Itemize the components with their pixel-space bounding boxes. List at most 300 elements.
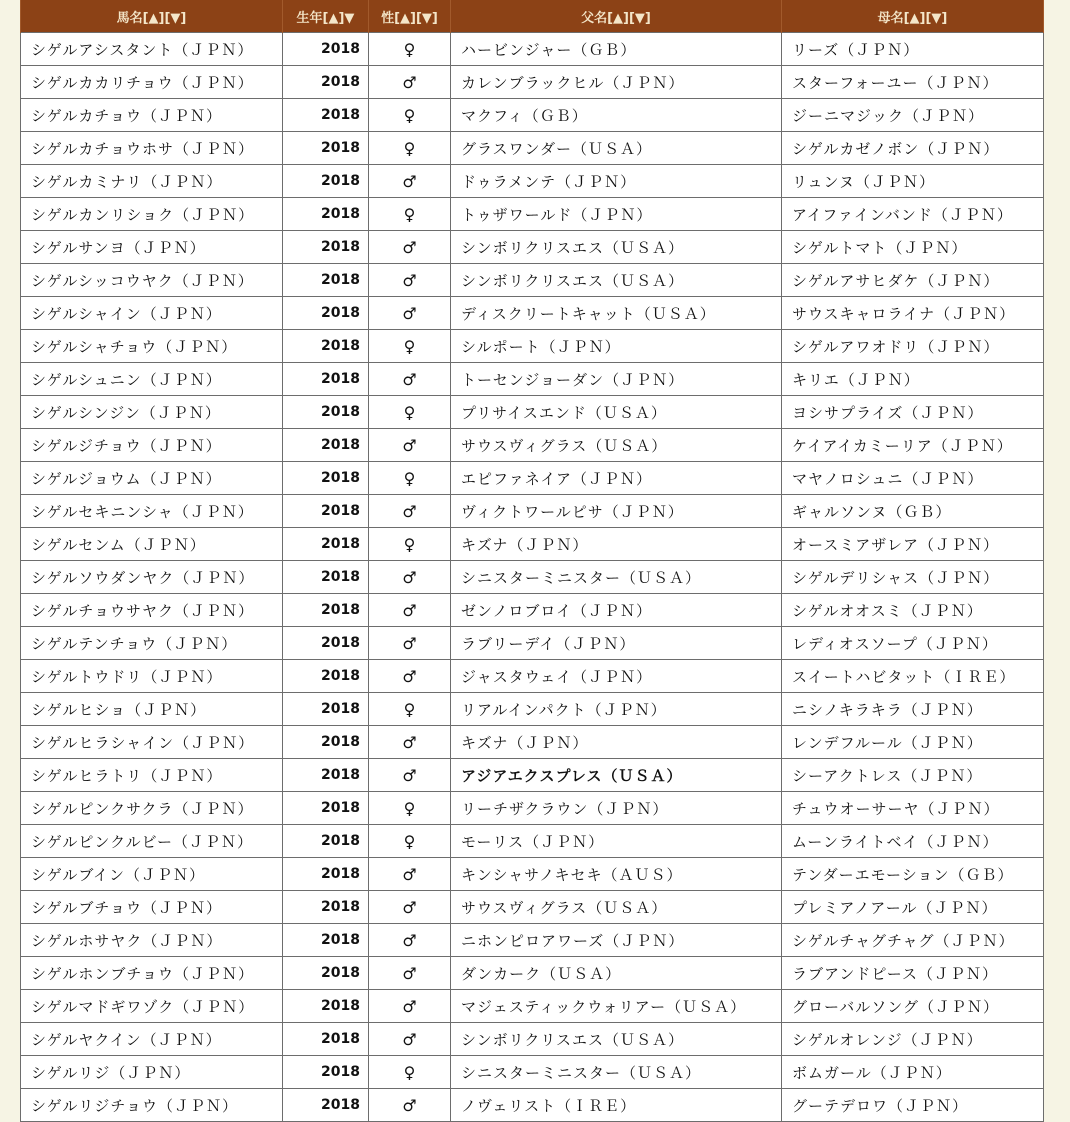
sire-name-cell[interactable]: [451, 924, 782, 957]
birth-year-cell: 2018: [283, 957, 369, 990]
table-row: [21, 330, 1044, 363]
dam-name-link[interactable]: マヤノロシュニ（ＪＰＮ）: [792, 469, 984, 488]
horse-name-cell[interactable]: [21, 858, 283, 891]
birth-year-cell: 2018: [283, 132, 369, 165]
table-row: [21, 231, 1044, 264]
horse-name-cell[interactable]: [21, 561, 283, 594]
sex-cell: ♂: [369, 594, 451, 627]
sire-name-cell[interactable]: [451, 66, 782, 99]
dam-name-cell[interactable]: [782, 891, 1044, 924]
dam-name-link[interactable]: スイートハビタット（ＩＲＥ）: [792, 667, 1016, 686]
table-row: [21, 1089, 1044, 1122]
sex-cell: ♀: [369, 693, 451, 726]
horse-name-link[interactable]: シゲルヒショ（ＪＰＮ）: [31, 700, 207, 719]
dam-name-cell[interactable]: [782, 627, 1044, 660]
sire-name-link[interactable]: キズナ（ＪＰＮ）: [461, 733, 589, 752]
horse-name-cell[interactable]: [21, 165, 283, 198]
dam-name-link[interactable]: シゲルチャグチャグ（ＪＰＮ）: [792, 931, 1015, 950]
horse-name-cell[interactable]: [21, 990, 283, 1023]
horse-name-link[interactable]: シゲルチョウサヤク（ＪＰＮ）: [31, 601, 254, 620]
sex-cell: ♂: [369, 924, 451, 957]
dam-name-cell[interactable]: [782, 429, 1044, 462]
sire-name-link[interactable]: サウスヴィグラス（ＵＳＡ）: [461, 898, 668, 917]
dam-name-cell[interactable]: [782, 693, 1044, 726]
sire-name-cell[interactable]: [451, 429, 782, 462]
birth-year-cell: 2018: [283, 1056, 369, 1089]
sire-name-link[interactable]: マジェスティックウォリアー（ＵＳＡ）: [461, 997, 747, 1016]
birth-year-cell: 2018: [283, 99, 369, 132]
sire-name-cell[interactable]: [451, 726, 782, 759]
sire-name-link[interactable]: シンボリクリスエス（ＵＳＡ）: [461, 271, 685, 290]
table-row: [21, 528, 1044, 561]
horse-name-link[interactable]: シゲルシャチョウ（ＪＰＮ）: [31, 337, 238, 356]
horse-name-cell[interactable]: [21, 495, 283, 528]
dam-name-link[interactable]: サウスキャロライナ（ＪＰＮ）: [792, 304, 1016, 323]
dam-name-link[interactable]: ギャルソンヌ（ＧＢ）: [792, 502, 952, 521]
horse-name-link[interactable]: シゲルシュニン（ＪＰＮ）: [31, 370, 222, 389]
sex-cell: ♀: [369, 825, 451, 858]
sire-name-cell[interactable]: [451, 297, 782, 330]
sire-name-cell[interactable]: [451, 1089, 782, 1122]
birth-year-cell: 2018: [283, 627, 369, 660]
birth-year-cell: 2018: [283, 330, 369, 363]
sire-name-cell[interactable]: [451, 990, 782, 1023]
horse-name-cell[interactable]: [21, 891, 283, 924]
sire-name-link[interactable]: マクフィ（ＧＢ）: [461, 106, 588, 125]
table-row: [21, 33, 1044, 66]
table-row: [21, 429, 1044, 462]
header-sire[interactable]: [451, 0, 782, 33]
dam-name-link[interactable]: ニシノキラキラ（ＪＰＮ）: [792, 700, 983, 719]
sex-cell: ♂: [369, 957, 451, 990]
birth-year-cell: 2018: [283, 660, 369, 693]
sort-by-dam-link[interactable]: 母名[▲][▼]: [877, 10, 948, 26]
horse-name-cell[interactable]: [21, 33, 283, 66]
sire-name-link[interactable]: アジアエクスプレス（ＵＳＡ）: [461, 766, 683, 785]
dam-name-cell[interactable]: [782, 462, 1044, 495]
dam-name-link[interactable]: グローバルソング（ＪＰＮ）: [792, 997, 999, 1016]
horse-name-link[interactable]: シゲルホサヤク（ＪＰＮ）: [31, 931, 223, 950]
sire-name-cell[interactable]: [451, 858, 782, 891]
horse-name-cell[interactable]: [21, 396, 283, 429]
horse-name-cell[interactable]: [21, 99, 283, 132]
dam-name-cell[interactable]: [782, 297, 1044, 330]
sire-name-cell[interactable]: [451, 627, 782, 660]
sire-name-cell[interactable]: [451, 33, 782, 66]
sire-name-link[interactable]: シンボリクリスエス（ＵＳＡ）: [461, 1030, 685, 1049]
sire-name-link[interactable]: キズナ（ＪＰＮ）: [461, 535, 589, 554]
sire-name-link[interactable]: モーリス（ＪＰＮ）: [461, 832, 605, 851]
horse-name-link[interactable]: シゲルアシスタント（ＪＰＮ）: [31, 40, 254, 59]
header-birth-year[interactable]: [283, 0, 369, 33]
sex-cell: ♂: [369, 1089, 451, 1122]
birth-year-cell: 2018: [283, 528, 369, 561]
birth-year-cell: 2018: [283, 231, 369, 264]
dam-name-link[interactable]: シーアクトレス（ＪＰＮ）: [792, 766, 983, 785]
table-row: [21, 66, 1044, 99]
dam-name-cell[interactable]: [782, 396, 1044, 429]
birth-year-cell: 2018: [283, 33, 369, 66]
sire-name-link[interactable]: ダンカーク（ＵＳＡ）: [461, 964, 622, 983]
horse-name-cell[interactable]: [21, 825, 283, 858]
dam-name-link[interactable]: ラブアンドピース（ＪＰＮ）: [792, 964, 999, 983]
horse-name-cell[interactable]: [21, 693, 283, 726]
sire-name-link[interactable]: エピファネイア（ＪＰＮ）: [461, 469, 652, 488]
horse-name-cell[interactable]: [21, 363, 283, 396]
horse-list: [20, 0, 1043, 1122]
horse-name-link[interactable]: シゲルホンブチョウ（ＪＰＮ）: [31, 964, 254, 983]
sex-cell: ♂: [369, 759, 451, 792]
horse-name-cell[interactable]: [21, 792, 283, 825]
table-row: [21, 165, 1044, 198]
birth-year-cell: 2018: [283, 198, 369, 231]
dam-name-cell[interactable]: [782, 330, 1044, 363]
horse-name-link[interactable]: シゲルセキニンシャ（ＪＰＮ）: [31, 502, 254, 521]
table-row: [21, 891, 1044, 924]
sire-name-link[interactable]: ヴィクトワールピサ（ＪＰＮ）: [461, 502, 684, 521]
horse-name-cell[interactable]: [21, 1023, 283, 1056]
table-body: [21, 33, 1044, 1122]
sex-cell: ♂: [369, 990, 451, 1023]
birth-year-cell: 2018: [283, 990, 369, 1023]
birth-year-cell: 2018: [283, 165, 369, 198]
sire-name-link[interactable]: ディスクリートキャット（ＵＳＡ）: [461, 304, 716, 323]
dam-name-cell[interactable]: [782, 363, 1044, 396]
horse-name-link[interactable]: シゲルリジ（ＪＰＮ）: [31, 1063, 191, 1082]
horse-name-link[interactable]: シゲルヒラトリ（ＪＰＮ）: [31, 766, 223, 785]
birth-year-cell: 2018: [283, 363, 369, 396]
sire-name-link[interactable]: ニホンピロアワーズ（ＪＰＮ）: [461, 931, 685, 950]
sort-by-sire-link[interactable]: 父名[▲][▼]: [581, 10, 651, 26]
horse-name-link[interactable]: シゲルテンチョウ（ＪＰＮ）: [31, 634, 238, 653]
sire-name-link[interactable]: ラブリーデイ（ＪＰＮ）: [461, 634, 636, 653]
dam-name-link[interactable]: テンダーエモーション（ＧＢ）: [792, 865, 1014, 884]
table-row: [21, 858, 1044, 891]
horse-name-cell[interactable]: [21, 231, 283, 264]
horse-name-link[interactable]: シゲルカチョウ（ＪＰＮ）: [31, 106, 222, 125]
sire-name-cell[interactable]: [451, 363, 782, 396]
sire-name-cell[interactable]: [451, 132, 782, 165]
sex-cell: ♀: [369, 33, 451, 66]
sex-cell: ♂: [369, 726, 451, 759]
dam-name-cell[interactable]: [782, 594, 1044, 627]
dam-name-cell[interactable]: [782, 858, 1044, 891]
table-row: [21, 759, 1044, 792]
table-row: [21, 660, 1044, 693]
sire-name-link[interactable]: ドゥラメンテ（ＪＰＮ）: [461, 172, 637, 191]
sex-cell: ♂: [369, 66, 451, 99]
horse-name-cell[interactable]: [21, 462, 283, 495]
horse-name-link[interactable]: シゲルジチョウ（ＪＰＮ）: [31, 436, 222, 455]
sex-cell: ♀: [369, 792, 451, 825]
horse-name-cell[interactable]: [21, 924, 283, 957]
dam-name-cell[interactable]: [782, 1089, 1044, 1122]
horse-name-cell[interactable]: [21, 264, 283, 297]
birth-year-cell: 2018: [283, 561, 369, 594]
dam-name-cell[interactable]: [782, 957, 1044, 990]
birth-year-cell: 2018: [283, 396, 369, 429]
birth-year-cell: 2018: [283, 924, 369, 957]
horse-name-link[interactable]: シゲルジョウム（ＪＰＮ）: [31, 469, 222, 488]
horse-name-cell[interactable]: [21, 594, 283, 627]
dam-name-link[interactable]: シゲルデリシャス（ＪＰＮ）: [792, 568, 1000, 587]
dam-name-cell[interactable]: [782, 99, 1044, 132]
sire-name-link[interactable]: トゥザワールド（ＪＰＮ）: [461, 205, 653, 224]
dam-name-cell[interactable]: [782, 825, 1044, 858]
birth-year-cell: 2018: [283, 825, 369, 858]
table-row: [21, 957, 1044, 990]
dam-name-link[interactable]: キリエ（ＪＰＮ）: [792, 370, 920, 389]
sire-name-link[interactable]: シニスターミニスター（ＵＳＡ）: [461, 1063, 702, 1082]
dam-name-cell[interactable]: [782, 561, 1044, 594]
dam-name-cell[interactable]: [782, 990, 1044, 1023]
horse-name-cell[interactable]: [21, 957, 283, 990]
horse-name-link[interactable]: シゲルカカリチョウ（ＪＰＮ）: [31, 73, 254, 92]
sire-name-link[interactable]: シルポート（ＪＰＮ）: [461, 337, 621, 356]
birth-year-cell: 2018: [283, 66, 369, 99]
dam-name-link[interactable]: リュンヌ（ＪＰＮ）: [792, 172, 935, 191]
sex-cell: ♀: [369, 99, 451, 132]
sex-cell: ♂: [369, 429, 451, 462]
sire-name-link[interactable]: キンシャサノキセキ（ＡＵＳ）: [461, 865, 683, 884]
sire-name-cell[interactable]: [451, 99, 782, 132]
birth-year-cell: 2018: [283, 429, 369, 462]
horse-name-link[interactable]: シゲルセンム（ＪＰＮ）: [31, 535, 206, 554]
dam-name-cell[interactable]: [782, 495, 1044, 528]
sire-name-link[interactable]: シンボリクリスエス（ＵＳＡ）: [461, 238, 685, 257]
dam-name-link[interactable]: ケイアイカミーリア（ＪＰＮ）: [792, 436, 1013, 455]
header-sex[interactable]: [369, 0, 451, 33]
sire-name-cell[interactable]: [451, 165, 782, 198]
horse-name-cell[interactable]: [21, 330, 283, 363]
horse-name-link[interactable]: シゲルシンジン（ＪＰＮ）: [31, 403, 221, 422]
sire-name-cell[interactable]: [451, 231, 782, 264]
dam-name-link[interactable]: シゲルオオスミ（ＪＰＮ）: [792, 601, 983, 620]
horse-name-cell[interactable]: [21, 297, 283, 330]
dam-name-cell[interactable]: [782, 726, 1044, 759]
sire-name-cell[interactable]: [451, 1056, 782, 1089]
table-row: [21, 396, 1044, 429]
sire-name-cell[interactable]: [451, 891, 782, 924]
horse-name-link[interactable]: シゲルカチョウホサ（ＪＰＮ）: [31, 139, 254, 158]
dam-name-link[interactable]: ヨシサプライズ（ＪＰＮ）: [792, 403, 984, 422]
dam-name-link[interactable]: レディオスソープ（ＪＰＮ）: [792, 634, 998, 653]
dam-name-cell[interactable]: [782, 165, 1044, 198]
horse-name-link[interactable]: シゲルヤクイン（ＪＰＮ）: [31, 1030, 222, 1049]
sire-name-cell[interactable]: [451, 198, 782, 231]
sex-cell: ♂: [369, 660, 451, 693]
birth-year-cell: 2018: [283, 264, 369, 297]
table-row: [21, 726, 1044, 759]
dam-name-cell[interactable]: [782, 132, 1044, 165]
birth-year-cell: 2018: [283, 1023, 369, 1056]
sort-by-year-link[interactable]: 生年[▲]▼: [296, 10, 355, 26]
sire-name-cell[interactable]: [451, 264, 782, 297]
sort-by-name-link[interactable]: 馬名[▲][▼]: [116, 10, 187, 26]
sire-name-cell[interactable]: [451, 495, 782, 528]
sire-name-link[interactable]: サウスヴィグラス（ＵＳＡ）: [461, 436, 668, 455]
sire-name-cell[interactable]: [451, 792, 782, 825]
table-row: [21, 627, 1044, 660]
sex-cell: ♂: [369, 165, 451, 198]
header-row: [21, 0, 1044, 33]
horse-name-link[interactable]: シゲルサンヨ（ＪＰＮ）: [31, 238, 206, 257]
sire-name-cell[interactable]: [451, 330, 782, 363]
birth-year-cell: 2018: [283, 495, 369, 528]
dam-name-cell[interactable]: [782, 66, 1044, 99]
sire-name-link[interactable]: リーチザクラウン（ＪＰＮ）: [461, 799, 669, 818]
sex-cell: ♂: [369, 495, 451, 528]
header-dam[interactable]: [782, 0, 1044, 33]
horse-name-cell[interactable]: [21, 429, 283, 462]
dam-name-link[interactable]: スターフォーユー（ＪＰＮ）: [792, 73, 999, 92]
horse-name-link[interactable]: シゲルトウドリ（ＪＰＮ）: [31, 667, 223, 686]
sex-cell: ♂: [369, 561, 451, 594]
horse-name-cell[interactable]: [21, 660, 283, 693]
sire-name-link[interactable]: ジャスタウェイ（ＪＰＮ）: [461, 667, 653, 686]
birth-year-cell: 2018: [283, 1089, 369, 1122]
horse-name-link[interactable]: シゲルヒラシャイン（ＪＰＮ）: [31, 733, 255, 752]
sire-name-link[interactable]: トーセンジョーダン（ＪＰＮ）: [461, 370, 685, 389]
dam-name-link[interactable]: ジーニマジック（ＪＰＮ）: [792, 106, 985, 125]
table-row: [21, 462, 1044, 495]
table-row: [21, 825, 1044, 858]
sex-cell: ♀: [369, 132, 451, 165]
sex-cell: ♂: [369, 627, 451, 660]
horse-name-link[interactable]: シゲルマドギワゾク（ＪＰＮ）: [31, 997, 255, 1016]
sire-name-link[interactable]: プリサイスエンド（ＵＳＡ）: [461, 403, 667, 422]
dam-name-link[interactable]: プレミアノアール（ＪＰＮ）: [792, 898, 998, 917]
dam-name-link[interactable]: オースミアザレア（ＪＰＮ）: [792, 535, 999, 554]
table-row: [21, 924, 1044, 957]
sire-name-cell[interactable]: [451, 561, 782, 594]
table-row: [21, 693, 1044, 726]
table-row: [21, 198, 1044, 231]
horse-name-link[interactable]: シゲルピンクルビー（ＪＰＮ）: [31, 832, 254, 851]
horse-name-cell[interactable]: [21, 627, 283, 660]
dam-name-cell[interactable]: [782, 660, 1044, 693]
table-row: [21, 990, 1044, 1023]
horse-name-cell[interactable]: [21, 66, 283, 99]
dam-name-cell[interactable]: [782, 231, 1044, 264]
dam-name-link[interactable]: シゲルオレンジ（ＪＰＮ）: [792, 1030, 983, 1049]
birth-year-cell: 2018: [283, 759, 369, 792]
horse-name-link[interactable]: シゲルカミナリ（ＪＰＮ）: [31, 172, 223, 191]
dam-name-link[interactable]: シゲルカゼノボン（ＪＰＮ）: [792, 139, 1000, 158]
table-row: [21, 594, 1044, 627]
sex-cell: ♂: [369, 891, 451, 924]
dam-name-link[interactable]: ボムガール（ＪＰＮ）: [792, 1063, 952, 1082]
dam-name-link[interactable]: シゲルトマト（ＪＰＮ）: [792, 238, 968, 257]
sire-name-cell[interactable]: [451, 693, 782, 726]
dam-name-cell[interactable]: [782, 759, 1044, 792]
sire-name-cell[interactable]: [451, 462, 782, 495]
sire-name-cell[interactable]: [451, 396, 782, 429]
horse-name-cell[interactable]: [21, 198, 283, 231]
table-row: [21, 1056, 1044, 1089]
dam-name-cell[interactable]: [782, 1023, 1044, 1056]
horse-name-link[interactable]: シゲルカンリショク（ＪＰＮ）: [31, 205, 255, 224]
dam-name-cell[interactable]: [782, 198, 1044, 231]
sire-name-link[interactable]: ゼンノロブロイ（ＪＰＮ）: [461, 601, 652, 620]
horse-name-link[interactable]: シゲルブチョウ（ＪＰＮ）: [31, 898, 222, 917]
table-row: [21, 264, 1044, 297]
sire-name-cell[interactable]: [451, 825, 782, 858]
sire-name-cell[interactable]: [451, 528, 782, 561]
sex-cell: ♀: [369, 330, 451, 363]
horse-name-cell[interactable]: [21, 726, 283, 759]
sire-name-link[interactable]: リアルインパクト（ＪＰＮ）: [461, 700, 667, 719]
dam-name-link[interactable]: シゲルアサヒダケ（ＪＰＮ）: [792, 271, 1000, 290]
dam-name-cell[interactable]: [782, 33, 1044, 66]
birth-year-cell: 2018: [283, 693, 369, 726]
table-row: [21, 363, 1044, 396]
sex-cell: ♂: [369, 297, 451, 330]
horse-name-cell[interactable]: [21, 132, 283, 165]
horse-name-link[interactable]: シゲルリジチョウ（ＪＰＮ）: [31, 1096, 238, 1115]
dam-name-link[interactable]: レンデフルール（ＪＰＮ）: [792, 733, 983, 752]
dam-name-link[interactable]: ムーンライトベイ（ＪＰＮ）: [792, 832, 999, 851]
dam-name-cell[interactable]: [782, 924, 1044, 957]
table-row: [21, 297, 1044, 330]
dam-name-link[interactable]: リーズ（ＪＰＮ）: [792, 40, 920, 59]
table-row: [21, 561, 1044, 594]
dam-name-cell[interactable]: [782, 792, 1044, 825]
horse-name-link[interactable]: シゲルシャイン（ＪＰＮ）: [31, 304, 222, 323]
sire-name-cell[interactable]: [451, 594, 782, 627]
birth-year-cell: 2018: [283, 297, 369, 330]
horse-name-link[interactable]: シゲルブイン（ＪＰＮ）: [31, 865, 206, 884]
table-row: [21, 792, 1044, 825]
sex-cell: ♂: [369, 231, 451, 264]
horse-name-link[interactable]: シゲルシッコウヤク（ＪＰＮ）: [31, 271, 254, 290]
sire-name-link[interactable]: カレンブラックヒル（ＪＰＮ）: [461, 73, 685, 92]
sire-name-cell[interactable]: [451, 1023, 782, 1056]
sex-cell: ♀: [369, 528, 451, 561]
sire-name-link[interactable]: ハービンジャー（ＧＢ）: [461, 40, 637, 59]
dam-name-link[interactable]: シゲルアワオドリ（ＪＰＮ）: [792, 337, 1000, 356]
horse-name-cell[interactable]: [21, 1089, 283, 1122]
sex-cell: ♀: [369, 1056, 451, 1089]
horse-name-cell[interactable]: [21, 759, 283, 792]
sire-name-link[interactable]: シニスターミニスター（ＵＳＡ）: [461, 568, 702, 587]
sort-by-sex-link[interactable]: 性[▲][▼]: [381, 10, 438, 26]
sex-cell: ♂: [369, 264, 451, 297]
dam-name-cell[interactable]: [782, 264, 1044, 297]
dam-name-link[interactable]: チュウオーサーヤ（ＪＰＮ）: [792, 799, 1000, 818]
horse-name-cell[interactable]: [21, 1056, 283, 1089]
sex-cell: ♂: [369, 858, 451, 891]
sex-cell: ♀: [369, 396, 451, 429]
sire-name-cell[interactable]: [451, 660, 782, 693]
sex-cell: ♀: [369, 462, 451, 495]
sire-name-cell[interactable]: [451, 957, 782, 990]
sire-name-link[interactable]: グラスワンダー（ＵＳＡ）: [461, 139, 652, 158]
header-horse-name[interactable]: [21, 0, 283, 33]
dam-name-link[interactable]: アイファインバンド（ＪＰＮ）: [792, 205, 1013, 224]
dam-name-cell[interactable]: [782, 528, 1044, 561]
birth-year-cell: 2018: [283, 726, 369, 759]
dam-name-link[interactable]: グーテデロワ（ＪＰＮ）: [792, 1096, 969, 1115]
birth-year-cell: 2018: [283, 891, 369, 924]
sire-name-cell[interactable]: [451, 759, 782, 792]
sire-name-link[interactable]: ノヴェリスト（ＩＲＥ）: [461, 1096, 637, 1115]
dam-name-cell[interactable]: [782, 1056, 1044, 1089]
horse-name-link[interactable]: シゲルソウダンヤク（ＪＰＮ）: [31, 568, 255, 587]
horse-table: [20, 0, 1044, 1122]
horse-name-cell[interactable]: [21, 528, 283, 561]
horse-name-link[interactable]: シゲルピンクサクラ（ＪＰＮ）: [31, 799, 254, 818]
